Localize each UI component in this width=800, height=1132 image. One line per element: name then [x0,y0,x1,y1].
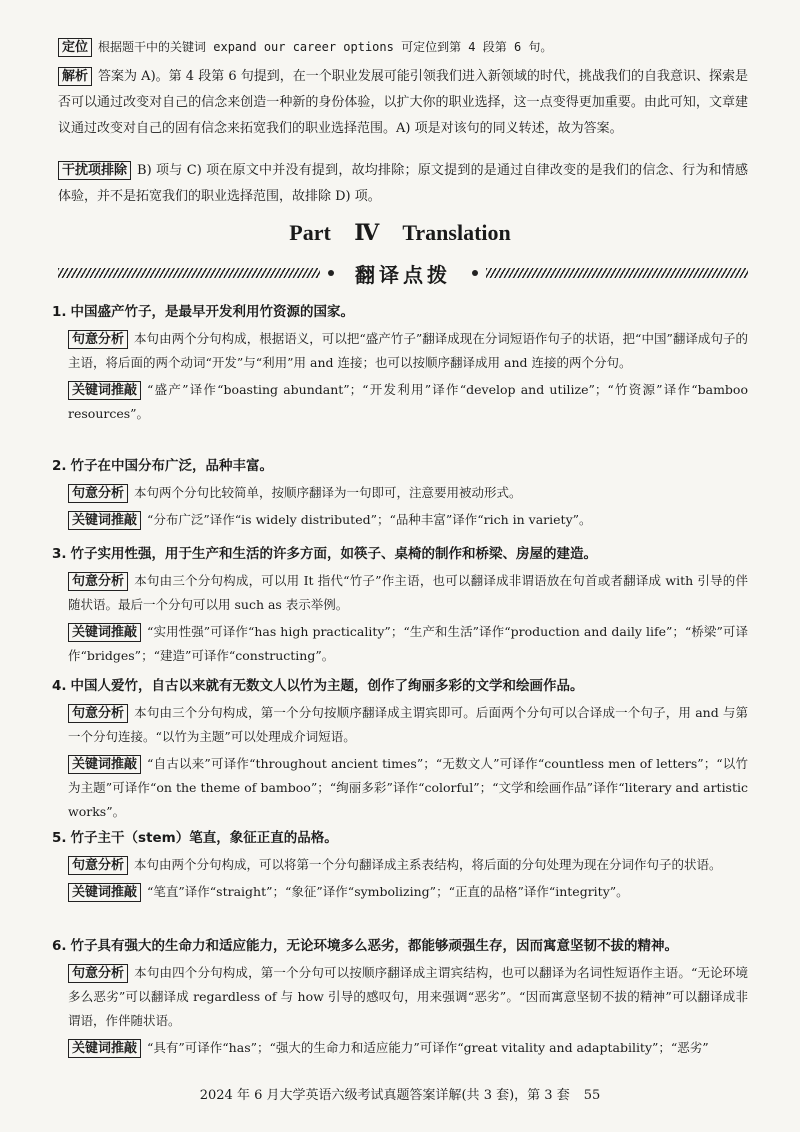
analysis-label: 句意分析 [68,572,128,591]
sentence-text: 竹子在中国分布广泛，品种丰富。 [70,458,274,474]
translation-item-4 [52,674,752,824]
item-number: 5. [52,830,67,846]
keyword-body: “笔直”译作“straight”；“象征”译作“symbolizing”；“正直的品格”译作“integrity”。 [147,884,629,899]
analysis-label: 句意分析 [68,964,128,983]
part-number: Part Ⅳ [289,220,380,245]
analysis-body: 本句由三个分句构成，可以用 It 指代“竹子”作主语，也可以翻译成非谓语放在句首或者翻译成 with 引导的伴随状语。最后一个分句可以用 such as 表示举例。 [68,573,748,612]
analysis-label: 句意分析 [68,484,128,503]
analysis-label: 句意分析 [68,704,128,723]
analysis-tag: 解析 [58,67,92,86]
keyword-notes [68,508,748,532]
section-divider [58,262,748,288]
sentence-analysis [68,961,748,1033]
analysis-body: 本句由三个分句构成，第一个分句按顺序翻译成主谓宾即可。后面两个分句可以合译成一个句子，用 and 与第一个分句连接。“以竹为主题”可以处理成介词短语。 [68,705,748,744]
keyword-label: 关键词推敲 [68,381,141,400]
item-number: 1. [52,304,67,320]
analysis-text: 答案为 A)。第 4 段第 6 句提到，在一个职业发展可能引领我们进入新领域的时代，挑战我们的自我意识、探索是否可以通过改变对自己的信念来创造一种新的身份体验，以扩大你的职业选择，这一点变得更加重要。由此可知，文章建议通过改变对自己的固有信念来拓宽我们的职业选择范围。A) 项是对该句的同义转述，故为答案。 [58,69,748,136]
analysis-body: 本句由两个分句构成，可以将第一个分句翻译成主系表结构，将后面的分句处理为现在分词作句子的状语。 [134,857,722,872]
sentence-text: 竹子主干（stem）笔直，象征正直的品格。 [70,830,338,846]
source-sentence [52,826,752,850]
locate-text: 根据题干中的关键词 expand our career options 可定位到第 4 段第 6 句。 [98,40,553,54]
sentence-analysis [68,853,748,877]
keyword-notes [68,880,748,904]
source-sentence [52,542,752,566]
keyword-notes [68,620,748,668]
sentence-analysis [68,701,748,749]
analysis-label: 句意分析 [68,856,128,875]
analysis-body: 本句两个分句比较简单，按顺序翻译为一句即可，注意要用被动形式。 [134,485,522,500]
analysis-body: 本句由两个分句构成，根据语义，可以把“盛产竹子”翻译成现在分词短语作句子的状语，把“中国”翻译成句子的主语，将后面的两个动词“开发”与“利用”用 and 连接；也可以按顺序翻译成用 and 连接的两个分句。 [68,331,748,370]
item-number: 2. [52,458,67,474]
keyword-label: 关键词推敲 [68,1039,141,1058]
part-title [0,220,800,246]
keyword-notes [68,378,748,426]
source-sentence [52,300,752,324]
keyword-notes [68,752,748,824]
translation-item-2 [52,454,752,532]
source-sentence [52,934,752,958]
translation-item-3 [52,542,752,668]
hatch-right [486,268,748,278]
keyword-body: “自古以来”可译作“throughout ancient times”；“无数文人”可译作“countless men of letters”；“以竹为主题”可译作“on the theme of bamboo”；“绚丽多彩”译作“colorful”；“文学和绘画作品”译作“literary and artistic works”。 [68,756,748,819]
analysis-label: 句意分析 [68,330,128,349]
page-footer [0,1084,800,1103]
source-sentence [52,454,752,478]
sentence-text: 竹子具有强大的生命力和适应能力，无论环境多么恶劣，都能够顽强生存，因而寓意坚韧不拔的精神。 [70,938,679,954]
page-number: 55 [583,1088,601,1103]
translation-item-6 [52,934,752,1060]
locate-tag: 定位 [58,38,92,57]
distractor-tag: 干扰项排除 [58,161,131,180]
source-sentence [52,674,752,698]
keyword-label: 关键词推敲 [68,511,141,530]
item-number: 3. [52,546,67,562]
keyword-notes [68,1036,748,1060]
locate-block [58,34,748,61]
keyword-body: “盛产”译作“boasting abundant”；“开发利用”译作“develop and utilize”；“竹资源”译作“bamboo resources”。 [68,382,748,421]
section-title: 翻译点拨 [355,263,451,287]
translation-item-5 [52,826,752,904]
keyword-label: 关键词推敲 [68,883,141,902]
keyword-label: 关键词推敲 [68,755,141,774]
sentence-analysis [68,481,748,505]
footer-title: 2024 年 6 月大学英语六级考试真题答案详解(共 3 套)，第 3 套 [199,1088,570,1103]
distractor-text: B) 项与 C) 项在原文中并没有提到，故均排除；原文提到的是通过自律改变的是我们的信念、行为和情感体验，并不是拓宽我们的职业选择范围，故排除 D) 项。 [58,163,748,204]
bullet-right [472,270,478,276]
sentence-text: 中国盛产竹子，是最早开发利用竹资源的国家。 [70,304,355,320]
analysis-block [58,64,748,142]
part-name: Translation [402,220,511,245]
keyword-body: “具有”可译作“has”；“强大的生命力和适应能力”可译作“great vitality and adaptability”；“恶劣” [147,1040,709,1055]
item-number: 6. [52,938,67,954]
keyword-label: 关键词推敲 [68,623,141,642]
sentence-text: 竹子实用性强，用于生产和生活的许多方面，如筷子、桌椅的制作和桥梁、房屋的建造。 [70,546,598,562]
distractor-block [58,158,748,210]
analysis-body: 本句由四个分句构成，第一个分句可以按顺序翻译成主谓宾结构，也可以翻译为名词性短语作主语。“无论环境多么恶劣”可以翻译成 regardless of 与 how 引导的感叹句，用来强调“恶劣”。“因而寓意坚韧不拔的精神”可以翻译成非谓语，作伴随状语。 [68,965,748,1028]
sentence-analysis [68,569,748,617]
keyword-body: “实用性强”可译作“has high practicality”；“生产和生活”译作“production and daily life”；“桥梁”可译作“bridges”；“建造”可译作“constructing”。 [68,624,748,663]
sentence-text: 中国人爱竹，自古以来就有无数文人以竹为主题，创作了绚丽多彩的文学和绘画作品。 [70,678,584,694]
sentence-analysis [68,327,748,375]
keyword-body: “分布广泛”译作“is widely distributed”；“品种丰富”译作“rich in variety”。 [147,512,592,527]
item-number: 4. [52,678,67,694]
translation-item-1 [52,300,752,426]
